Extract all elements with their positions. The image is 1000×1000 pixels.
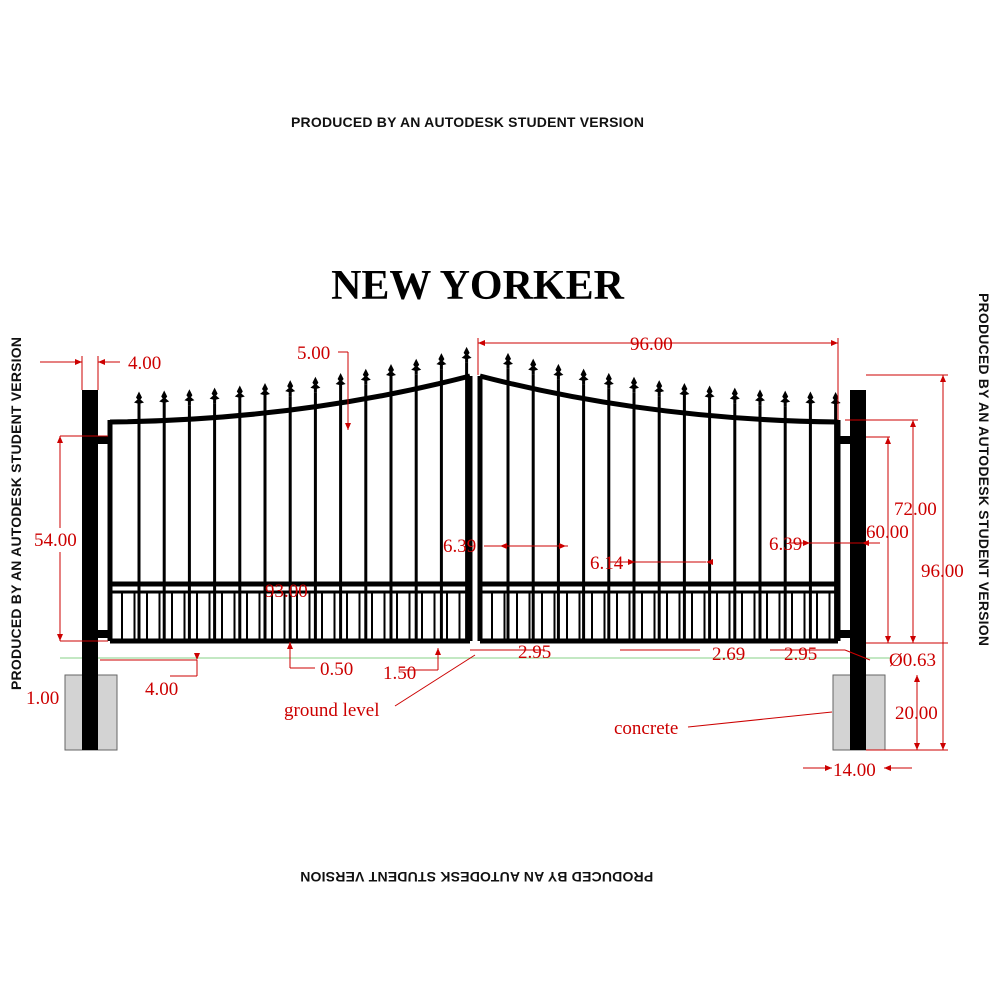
finial (730, 388, 740, 404)
finial (411, 359, 421, 375)
dim-arrowhead (57, 436, 63, 443)
finial (184, 389, 194, 405)
drawing-title: NEW YORKER (331, 263, 624, 309)
dim-picket-spacing-left: 6.39 (443, 536, 477, 557)
finial (210, 388, 220, 404)
finial (705, 386, 715, 402)
dim-footing-width: 14.00 (833, 760, 876, 781)
dim-bar-gap: 0.50 (320, 659, 354, 680)
finial (386, 364, 396, 380)
dim-arrowhead (940, 743, 946, 750)
finial (134, 391, 144, 407)
label-concrete: concrete (614, 718, 679, 739)
dim-leaf-width: 93.00 (265, 581, 308, 602)
right-post (850, 390, 866, 750)
finial (831, 392, 841, 408)
dim-lower-spacing-b: 2.69 (712, 644, 746, 665)
finial (260, 383, 270, 399)
finial (679, 383, 689, 399)
dim-overall-height: 96.00 (921, 561, 964, 582)
finial (755, 389, 765, 405)
watermark-top: PRODUCED BY AN AUTODESK STUDENT VERSION (291, 114, 645, 130)
finial (805, 391, 815, 407)
dim-arrowhead (831, 340, 838, 346)
dim-arrowhead (884, 765, 891, 771)
finial (579, 369, 589, 385)
finial (462, 347, 472, 363)
concrete-leader (688, 712, 832, 727)
dim-arrowhead (825, 765, 832, 771)
finial (336, 373, 346, 389)
watermark-right: PRODUCED BY AN AUTODESK STUDENT VERSION (976, 293, 992, 647)
dim-post-offset-bottom: 4.00 (145, 679, 179, 700)
dim-arrowhead (885, 636, 891, 643)
dim-arrowhead (98, 359, 105, 365)
watermark-bottom: PRODUCED BY AN AUTODESK STUDENT VERSION (300, 869, 654, 885)
dim-finial-height: 5.00 (297, 343, 331, 364)
dim-arrowhead (435, 648, 441, 655)
dim-picket-spacing-right: 6.39 (769, 534, 803, 555)
dim-arrowhead (345, 423, 351, 430)
dim-post-width-top: 4.00 (128, 353, 162, 374)
dim-arrowhead (914, 743, 920, 750)
dim-arrowhead (57, 634, 63, 641)
dim-arrowhead (559, 543, 566, 549)
dim-ground-clearance: 1.50 (383, 663, 417, 684)
dim-lower-spacing-a: 2.95 (518, 642, 552, 663)
dim-left-frame-height: 54.00 (34, 530, 77, 551)
finial (528, 359, 538, 375)
dim-picket-spacing-mid: 6.14 (590, 553, 624, 574)
dim-arrowhead (478, 340, 485, 346)
dim-post-diameter: Ø0.63 (889, 650, 936, 671)
dim-arrowhead (885, 437, 891, 444)
dim-footing-depth: 20.00 (895, 703, 938, 724)
finial (235, 386, 245, 402)
dim-right-height-72: 72.00 (894, 499, 937, 520)
dim-arrowhead (910, 636, 916, 643)
dim-post-height-above-ground: 1.00 (26, 688, 60, 709)
lower-pickets (122, 592, 830, 641)
finial (310, 377, 320, 393)
dim-span-width: 96.00 (630, 334, 673, 355)
finial (285, 380, 295, 396)
finial (629, 377, 639, 393)
left-post (82, 390, 98, 750)
dim-arrowhead (910, 420, 916, 427)
dim-arrowhead (500, 543, 507, 549)
dim-arrowhead (940, 375, 946, 382)
dim-lower-spacing-c: 2.95 (784, 644, 818, 665)
finial (159, 391, 169, 407)
dim-arrowhead (194, 653, 200, 660)
finial (503, 353, 513, 369)
dim-arrowhead (914, 675, 920, 682)
label-ground-level: ground level (284, 700, 380, 721)
watermark-left: PRODUCED BY AN AUTODESK STUDENT VERSION (8, 336, 24, 690)
finial (436, 353, 446, 369)
finial (604, 373, 614, 389)
finial (780, 391, 790, 407)
dim-arrowhead (75, 359, 82, 365)
finial (654, 380, 664, 396)
dim-right-height-60: 60.00 (866, 522, 909, 543)
pickets (139, 363, 836, 641)
finial (361, 369, 371, 385)
finial (553, 364, 563, 380)
